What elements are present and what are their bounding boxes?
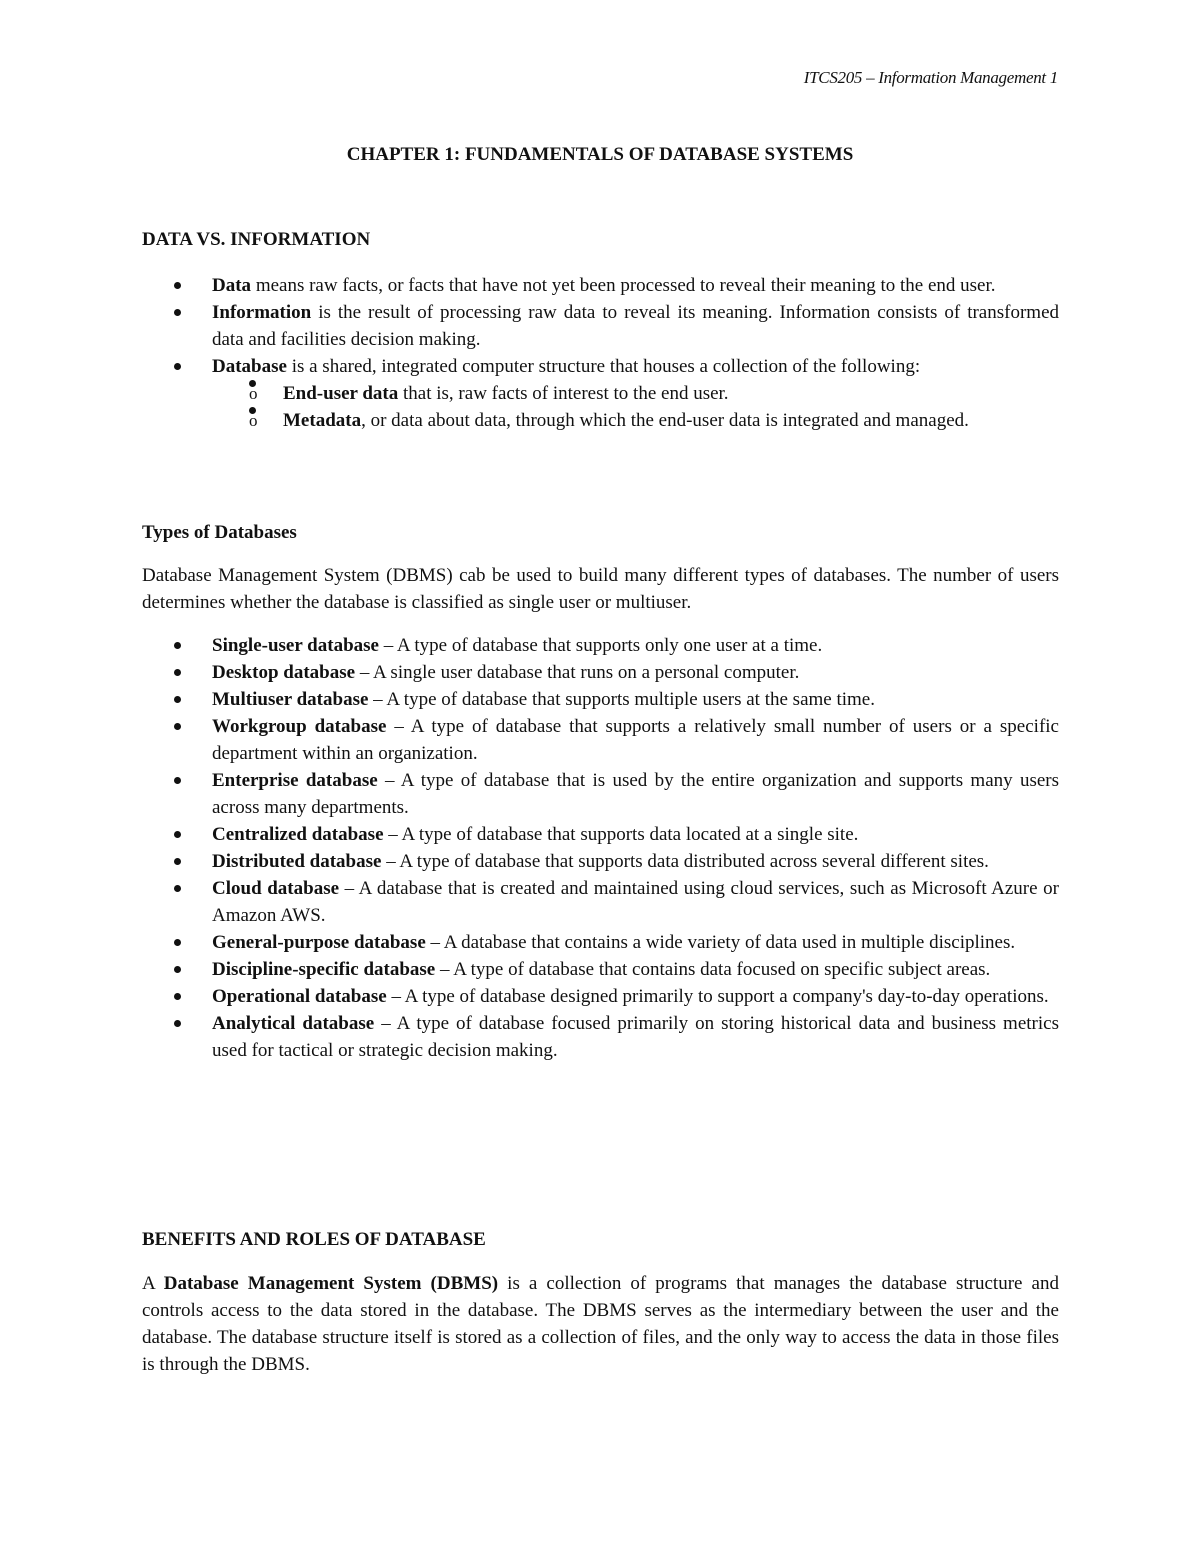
list-item: Information is the result of processing raw data to reveal its meaning. Information consists of transformed data and facilities decision making. bbox=[142, 299, 1059, 353]
list-item: Desktop database – A single user database that runs on a personal computer. bbox=[142, 659, 1059, 686]
types-intro-paragraph: Database Management System (DBMS) cab be used to build many different types of databases. The number of users determines whether the database is classified as single user or multiuser. bbox=[142, 565, 1059, 613]
section-heading-benefits-and-roles: BENEFITS AND ROLES OF DATABASE bbox=[142, 1229, 486, 1250]
list-item: Distributed database – A type of database that supports data distributed across several different sites. bbox=[142, 848, 1059, 875]
running-header: ITCS205 – Information Management 1 bbox=[803, 68, 1058, 87]
list-item: General-purpose database – A database that contains a wide variety of data used in multiple disciplines. bbox=[142, 929, 1059, 956]
list-item: Database is a shared, integrated computer structure that houses a collection of the following: o End-user data that is, raw facts of interest to the end user. o Metadata, or data about data, through which the end-user data is integrated and managed. bbox=[142, 353, 1059, 434]
list-item: Multiuser database – A type of database that supports multiple users at the same time. bbox=[142, 686, 1059, 713]
chapter-title: CHAPTER 1: FUNDAMENTALS OF DATABASE SYSTEMS bbox=[346, 144, 854, 165]
list-item: Enterprise database – A type of database that is used by the entire organization and supports many users across many departments. bbox=[142, 767, 1059, 821]
sub-list-item: o Metadata, or data about data, through which the end-user data is integrated and managed. bbox=[212, 407, 1059, 434]
section-heading-data-vs-information: DATA VS. INFORMATION bbox=[142, 229, 371, 250]
list-item: Discipline-specific database – A type of database that contains data focused on specific subject areas. bbox=[142, 956, 1059, 983]
section-heading-types-of-databases: Types of Databases bbox=[142, 522, 297, 543]
list-item: Workgroup database – A type of database that supports a relatively small number of users or a specific department within an organization. bbox=[142, 713, 1059, 767]
list-item: Operational database – A type of database designed primarily to support a company's day-to-day operations. bbox=[142, 983, 1059, 1010]
data-vs-information-list bbox=[142, 272, 1059, 434]
benefits-paragraph: A Database Management System (DBMS) is a collection of programs that manages the database structure and controls access to the data stored in the database. The DBMS serves as the intermediary between the user and the database. The database structure itself is stored as a collection of files, and the only way to access the data in those files is through the DBMS. bbox=[142, 1273, 1059, 1375]
list-item: Analytical database – A type of database focused primarily on storing historical data and business metrics used for tactical or strategic decision making. bbox=[142, 1010, 1059, 1064]
list-item: Single-user database – A type of database that supports only one user at a time. bbox=[142, 632, 1059, 659]
database-components-sublist bbox=[212, 380, 1059, 434]
list-item: Cloud database – A database that is created and maintained using cloud services, such as Microsoft Azure or Amazon AWS. bbox=[142, 875, 1059, 929]
list-item: Data means raw facts, or facts that have not yet been processed to reveal their meaning to the end user. bbox=[142, 272, 1059, 299]
database-types-list bbox=[142, 632, 1059, 1064]
list-item: Centralized database – A type of database that supports data located at a single site. bbox=[142, 821, 1059, 848]
sub-list-item: o End-user data that is, raw facts of interest to the end user. bbox=[212, 380, 1059, 407]
